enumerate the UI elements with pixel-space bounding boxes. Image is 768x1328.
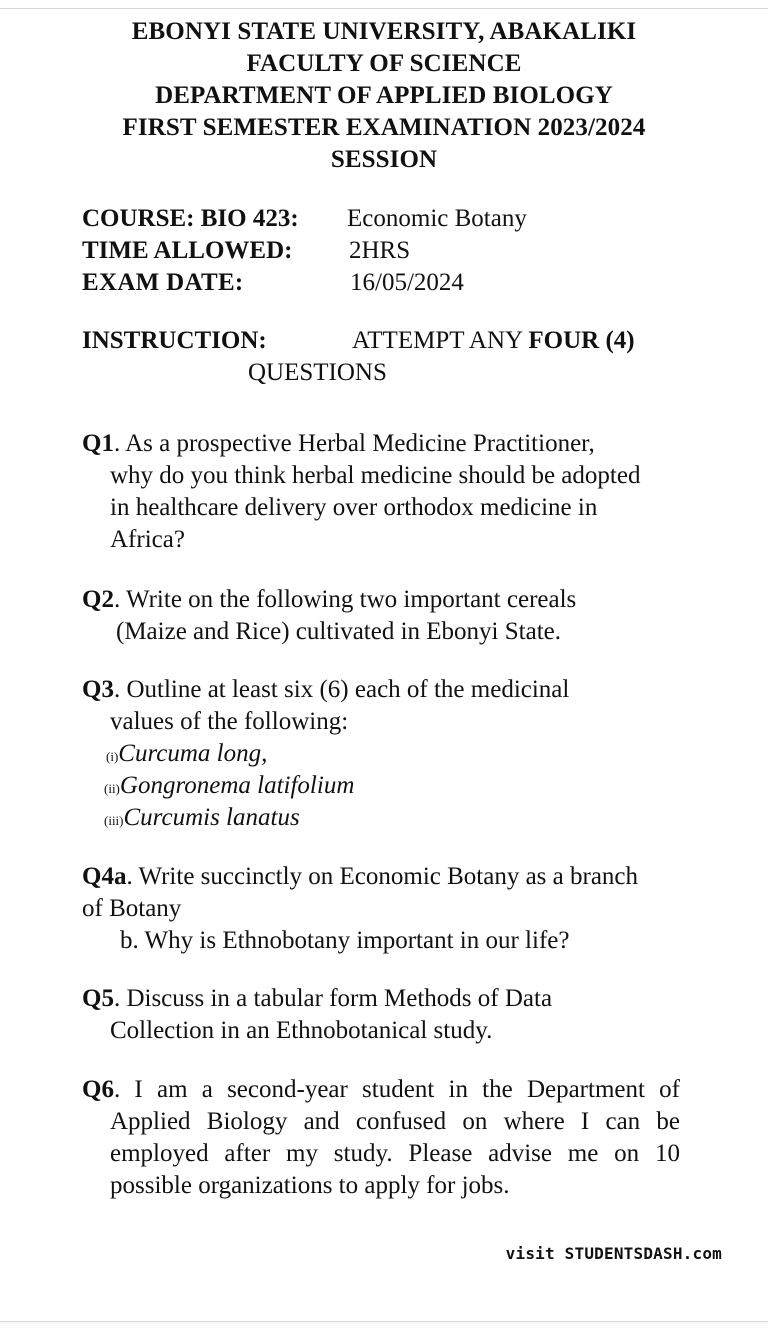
university-title: EBONYI STATE UNIVERSITY, ABAKALIKI: [131, 18, 637, 45]
q6-line-1-wrap: [82, 1074, 680, 1106]
q2-line-1: . Write on the following two important cereals: [113, 586, 577, 613]
q5-number: Q5: [82, 985, 114, 1012]
time-row: [82, 235, 411, 267]
faculty-title: FACULTY OF SCIENCE: [246, 50, 522, 77]
q4-line-1: . Write succinctly on Economic Botany as a branch: [126, 863, 639, 890]
course-row: [82, 203, 527, 235]
q6-line-1: . I am a second-year student in the Department of: [113, 1076, 680, 1103]
q3-item-2: (ii)Gongronema latifolium: [104, 772, 355, 799]
time-label: TIME ALLOWED:: [82, 237, 293, 264]
watermark-text: visit STUDENTSDASH.com: [505, 1244, 722, 1263]
department-title: DEPARTMENT OF APPLIED BIOLOGY: [155, 82, 613, 109]
date-value: 16/05/2024: [350, 269, 464, 296]
q3-item-1: (i)Curcuma long,: [106, 740, 268, 767]
q3-number: Q3: [82, 676, 114, 703]
q4-number: Q4a: [82, 863, 127, 890]
q1-line-3: in healthcare delivery over orthodox medicine in: [110, 494, 598, 521]
top-edge: [0, 0, 768, 9]
q1-number: Q1: [82, 430, 114, 457]
course-label: COURSE: BIO 423:: [82, 205, 299, 232]
date-label: EXAM DATE:: [82, 269, 244, 296]
course-value: Economic Botany: [347, 205, 527, 232]
session-title: SESSION: [330, 146, 438, 173]
time-value: 2HRS: [349, 237, 411, 264]
date-row: [82, 267, 464, 299]
bottom-edge: [0, 1321, 768, 1328]
q2-number: Q2: [82, 586, 114, 613]
instruction-label: INSTRUCTION:: [82, 327, 267, 354]
q3-line-1: . Outline at least six (6) each of the medicinal: [113, 676, 570, 703]
instruction-row: [82, 325, 678, 357]
q3-item-3: (iii)Curcumis lanatus: [104, 804, 300, 831]
q4-part-b: b. Why is Ethnobotany important in our life?: [120, 927, 570, 954]
q6-number: Q6: [82, 1076, 114, 1103]
instruction-text: [352, 325, 635, 357]
q5-line-1: . Discuss in a tabular form Methods of Data: [113, 985, 553, 1012]
q1-line-2: why do you think herbal medicine should be adopted: [110, 462, 641, 489]
q3-line-2: values of the following:: [110, 708, 349, 735]
q4-line-2: of Botany: [82, 895, 182, 922]
q1-line-1: . As a prospective Herbal Medicine Practitioner,: [113, 430, 595, 457]
q1-line-4: Africa?: [110, 526, 185, 553]
q5-line-2: Collection in an Ethnobotanical study.: [110, 1017, 493, 1044]
q6-line-2: Applied Biology and confused on where I can be: [110, 1108, 680, 1135]
exam-title: FIRST SEMESTER EXAMINATION 2023/2024: [122, 114, 646, 141]
q6-line-4: possible organizations to apply for jobs.: [110, 1172, 510, 1199]
instruction-prefix: ATTEMPT ANY: [352, 327, 523, 354]
instruction-line2: QUESTIONS: [248, 359, 387, 386]
q2-line-2: (Maize and Rice) cultivated in Ebonyi State.: [116, 618, 561, 645]
q6-line-3: employed after my study. Please advise me on 10: [110, 1140, 680, 1167]
instruction-count: FOUR (4): [528, 327, 635, 354]
